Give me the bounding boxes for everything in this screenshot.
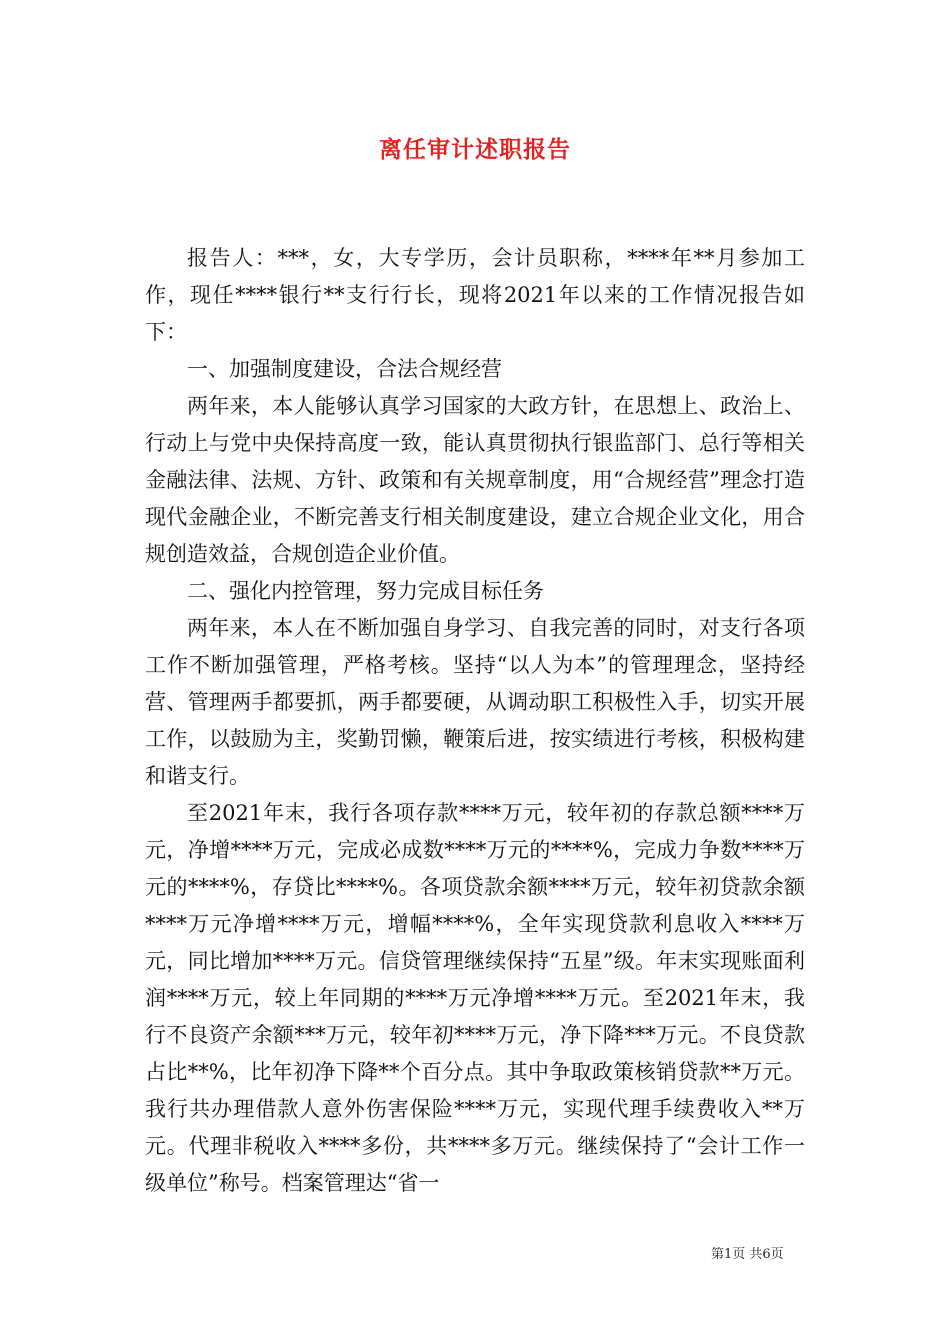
page-number: 第1页 共6页 [711, 1247, 784, 1262]
document-title: 离任审计述职报告 [379, 136, 571, 163]
section-heading-1: 一、加强制度建设，合法合规经营 [187, 357, 502, 381]
section-heading-2: 二、强化内控管理，努力完成目标任务 [187, 579, 544, 603]
paragraph-section-1: 两年来，本人能够认真学习国家的大政方针，在思想上、政治上、行动上与党中央保持高度一致，能认真贯彻执行银监部门、总行等相关金融法律、法规、方针、政策和有关规章制度，用“合规经营”理念打造现代金融企业，不断完善支行相关制度建设，建立合规企业文化，用合规创造效益，合规创造企业价值。 [145, 394, 805, 566]
paragraph-section-2: 两年来，本人在不断加强自身学习、自我完善的同时，对支行各项工作不断加强管理，严格考核。坚持“以人为本”的管理理念，坚持经营、管理两手都要抓，两手都要硬，从调动职工积极性入手，切实开展工作，以鼓励为主，奖勤罚懒，鞭策后进，按实绩进行考核，积极构建和谐支行。 [145, 616, 805, 788]
document-body [145, 240, 805, 1202]
paragraph-intro: 报告人：***，女，大专学历，会计员职称，****年**月参加工作，现任****银行**支行行长，现将2021年以来的工作情况报告如下： [145, 246, 805, 344]
paragraph-results: 至2021年末，我行各项存款****万元，较年初的存款总额****万元，净增****万元，完成必成数****万元的****%，完成力争数****万元的****%，存贷比****%。各项贷款余额****万元，较年初贷款余额****万元净增****万元，增幅****%，全年实现贷款利息收入****万元，同比增加****万元。信贷管理继续保持“五星”级。年末实现账面利润****万元，较上年同期的****万元净增****万元。至2021年末，我行不良资产余额***万元，较年初****万元，净下降***万元。不良贷款占比**%，比年初净下降**个百分点。其中争取政策核销贷款**万元。我行共办理借款人意外伤害保险****万元，实现代理手续费收入**万元。代理非税收入****多份，共****多万元。继续保持了“会计工作一级单位”称号。档案管理达“省一 [145, 801, 805, 1195]
